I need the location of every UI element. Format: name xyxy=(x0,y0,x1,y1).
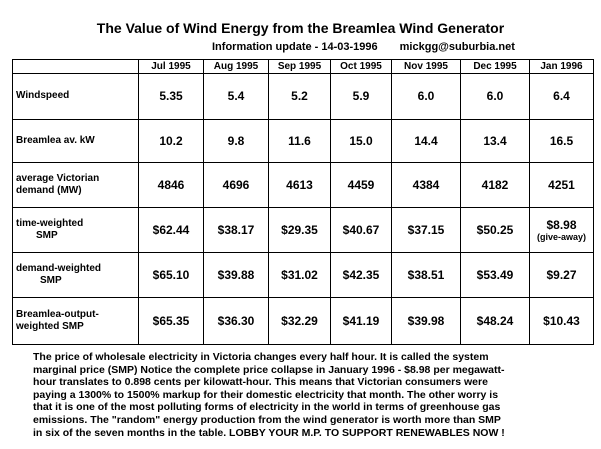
value-cell xyxy=(331,208,392,252)
value-cell xyxy=(204,208,269,252)
value-cell xyxy=(461,119,530,162)
column-header: Nov 1995 xyxy=(392,60,461,74)
value-cell xyxy=(331,119,392,162)
cell-value: $42.35 xyxy=(342,268,380,283)
cell-value: $8.98 xyxy=(546,218,577,233)
table-row xyxy=(13,119,594,162)
column-header: Jan 1996 xyxy=(530,60,594,74)
row-label-line: demand (MW) xyxy=(16,185,82,197)
data-table xyxy=(12,59,594,345)
table-row xyxy=(13,162,594,208)
page-title: The Value of Wind Energy from the Breamlea Wind Generator xyxy=(96,20,505,36)
cell-value: $36.30 xyxy=(217,314,255,329)
cell-value: 13.4 xyxy=(483,133,507,148)
cell-value: $39.98 xyxy=(407,314,445,329)
value-cell xyxy=(530,119,594,162)
row-label-line: average Victorian xyxy=(16,173,100,185)
value-cell xyxy=(461,74,530,120)
value-cell xyxy=(139,119,204,162)
cell-note: (give-away) xyxy=(536,232,587,243)
value-cell xyxy=(139,162,204,208)
column-header: Aug 1995 xyxy=(204,60,269,74)
cell-value: 4846 xyxy=(157,178,185,193)
cell-value: $38.51 xyxy=(407,268,445,283)
contact-email: mickgg@suburbia.net xyxy=(399,41,515,53)
cell-value: 5.35 xyxy=(159,89,183,104)
value-cell xyxy=(269,252,331,298)
paragraph-line: in six of the seven months in the table. LOBBY YOUR M.P. TO SUPPORT RENEWABLES NOW ! xyxy=(33,426,505,439)
column-header: Sep 1995 xyxy=(269,60,331,74)
cell-value: $48.24 xyxy=(476,314,514,329)
update-date: Information update - 14-03-1996 xyxy=(212,41,378,53)
value-cell xyxy=(139,208,204,252)
value-cell xyxy=(461,298,530,345)
paragraph-line: The price of wholesale electricity in Victoria changes every half hour. It is called the system xyxy=(33,351,489,363)
table-row xyxy=(13,298,594,345)
cell-value: $39.88 xyxy=(217,268,255,283)
column-header: Dec 1995 xyxy=(461,60,530,74)
value-cell xyxy=(269,162,331,208)
cell-value: 16.5 xyxy=(549,133,574,148)
cell-value: 11.6 xyxy=(288,133,311,148)
row-label-line: time-weighted xyxy=(16,218,84,230)
value-cell xyxy=(269,74,331,120)
value-cell xyxy=(204,119,269,162)
value-cell xyxy=(392,298,461,345)
cell-value: 4696 xyxy=(222,178,250,193)
row-label xyxy=(13,252,139,298)
row-label xyxy=(13,298,139,345)
cell-value: $62.44 xyxy=(152,223,190,238)
table-row xyxy=(13,252,594,298)
cell-value: 6.0 xyxy=(486,89,504,104)
column-header: Jul 1995 xyxy=(139,60,204,74)
cell-value: 10.2 xyxy=(159,133,183,148)
value-cell xyxy=(139,74,204,120)
info-line xyxy=(212,41,515,53)
value-cell xyxy=(204,298,269,345)
cell-value: $37.15 xyxy=(407,223,445,238)
value-cell xyxy=(392,208,461,252)
cell-value: $31.02 xyxy=(281,268,318,283)
row-label xyxy=(13,162,139,208)
value-cell xyxy=(269,208,331,252)
cell-value: 5.2 xyxy=(291,89,308,104)
cell-value: 5.9 xyxy=(352,89,370,104)
paragraph-line: emissions. The "random" energy production from the wind generator is worth more than SMP xyxy=(33,413,501,426)
cell-value: 4384 xyxy=(412,178,440,193)
cell-value: $41.19 xyxy=(342,314,380,329)
cell-value: $29.35 xyxy=(281,223,318,238)
value-cell xyxy=(530,252,594,298)
cell-value: $65.35 xyxy=(152,314,190,329)
cell-value: 4251 xyxy=(548,178,575,193)
value-cell xyxy=(461,208,530,252)
value-cell xyxy=(139,252,204,298)
row-label-line: demand-weighted xyxy=(16,263,102,275)
cell-value: 9.8 xyxy=(227,133,245,148)
cell-value: $38.17 xyxy=(217,223,255,238)
table-row xyxy=(13,74,594,120)
table-row xyxy=(13,208,594,252)
row-label-line: weighted SMP xyxy=(16,321,84,333)
header-label-cell xyxy=(13,60,139,74)
cell-value: 6.4 xyxy=(553,89,570,104)
value-cell xyxy=(392,162,461,208)
value-cell xyxy=(331,298,392,345)
cell-value: $65.10 xyxy=(152,268,190,283)
value-cell xyxy=(269,298,331,345)
value-cell xyxy=(204,252,269,298)
row-label xyxy=(13,74,139,120)
paragraph-line: hour translates to 0.898 cents per kilowatt-hour. This means that Victorian consumers were xyxy=(33,376,488,389)
cell-value: $40.67 xyxy=(342,223,380,238)
row-label xyxy=(13,208,139,252)
cell-value: 6.0 xyxy=(417,89,435,104)
column-header: Oct 1995 xyxy=(331,60,392,74)
explanation-paragraph xyxy=(33,351,591,439)
cell-value: $50.25 xyxy=(476,223,514,238)
value-cell xyxy=(530,74,594,120)
value-cell xyxy=(461,252,530,298)
value-cell xyxy=(331,74,392,120)
value-cell xyxy=(331,252,392,298)
cell-value: $9.27 xyxy=(546,268,577,283)
row-label-line: SMP xyxy=(40,275,62,287)
value-cell xyxy=(331,162,392,208)
cell-value: 5.4 xyxy=(227,89,245,104)
cell-value: 4459 xyxy=(347,178,375,193)
value-cell xyxy=(392,252,461,298)
row-label xyxy=(13,119,139,162)
cell-value: $10.43 xyxy=(543,314,580,329)
value-cell xyxy=(530,298,594,345)
paragraph-line: marginal price (SMP) Notice the complete price collapse in January 1996 - $8.98 per megawatt- xyxy=(33,363,505,376)
value-cell xyxy=(530,162,594,208)
value-cell xyxy=(204,162,269,208)
table-header-row xyxy=(13,60,594,74)
cell-value: 15.0 xyxy=(349,133,373,148)
cell-value: $32.29 xyxy=(281,314,318,329)
value-cell xyxy=(530,208,594,252)
row-label-line: Windspeed xyxy=(16,90,70,102)
row-label-line: Breamlea-output- xyxy=(16,309,99,321)
cell-value: 4182 xyxy=(481,178,509,193)
row-label-line: Breamlea av. kW xyxy=(16,134,95,146)
row-label-line: SMP xyxy=(36,230,58,242)
value-cell xyxy=(461,162,530,208)
paragraph-line: that it is one of the most polluting forms of electricity in the world in terms of greenhouse gas xyxy=(33,401,501,414)
value-cell xyxy=(392,74,461,120)
cell-value: 4613 xyxy=(286,178,313,193)
paragraph-line: paying a 1300% to 1500% markup for their domestic electricity that month. The other worry is xyxy=(33,388,499,401)
value-cell xyxy=(204,74,269,120)
value-cell xyxy=(392,119,461,162)
value-cell xyxy=(139,298,204,345)
cell-value: 14.4 xyxy=(414,133,438,148)
value-cell xyxy=(269,119,331,162)
cell-value: $53.49 xyxy=(476,268,514,283)
